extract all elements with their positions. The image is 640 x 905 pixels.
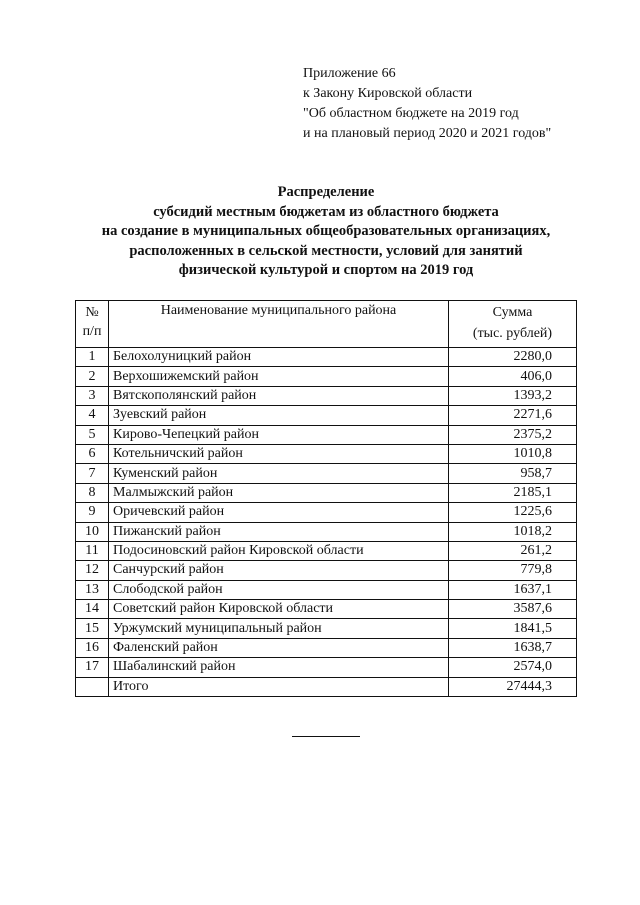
- appendix-number: Приложение 66: [303, 66, 396, 81]
- table-body: [76, 348, 577, 697]
- district-name: Уржумский муниципальный район: [109, 619, 449, 638]
- district-name: Пижанский район: [109, 522, 449, 541]
- row-number: 2: [76, 367, 109, 386]
- amount: 1010,8: [449, 444, 577, 463]
- header-amount-unit: (тыс. рублей): [472, 326, 553, 341]
- total-amount: 27444,3: [449, 677, 577, 696]
- header-amount-label: Сумма: [492, 305, 533, 320]
- appendix-law: к Закону Кировской области: [303, 86, 473, 101]
- district-name: Советский район Кировской области: [109, 600, 449, 619]
- row-number: 5: [76, 425, 109, 444]
- amount: 1393,2: [449, 386, 577, 405]
- district-name: Кирово-Чепецкий район: [109, 425, 449, 444]
- table-row: [76, 348, 577, 367]
- row-number: 4: [76, 406, 109, 425]
- table-row: [76, 619, 577, 638]
- table-total-row: [76, 677, 577, 696]
- table-row: [76, 444, 577, 463]
- amount: 406,0: [449, 367, 577, 386]
- row-number: 14: [76, 600, 109, 619]
- title-line-1: Распределение: [277, 184, 375, 200]
- amount: 779,8: [449, 561, 577, 580]
- amount: 2574,0: [449, 658, 577, 677]
- table-row: [76, 483, 577, 502]
- district-name: Белохолуницкий район: [109, 348, 449, 367]
- table-row: [76, 638, 577, 657]
- amount: 2375,2: [449, 425, 577, 444]
- district-name: Малмыжский район: [109, 483, 449, 502]
- row-number: 8: [76, 483, 109, 502]
- district-name: Подосиновский район Кировской области: [109, 541, 449, 560]
- header-district-name: Наименование муниципального района: [109, 301, 449, 348]
- district-name: Котельничский район: [109, 444, 449, 463]
- total-district-name: Итого: [109, 677, 449, 696]
- header-number: [76, 301, 109, 348]
- district-name: Куменский район: [109, 464, 449, 483]
- table-row: [76, 464, 577, 483]
- appendix-header: [303, 64, 551, 144]
- district-name: Верхошижемский район: [109, 367, 449, 386]
- title-line-2: субсидий местным бюджетам из областного бюджета: [153, 203, 499, 220]
- district-name: Фаленский район: [109, 638, 449, 657]
- row-number: 11: [76, 541, 109, 560]
- header-amount: [449, 301, 577, 348]
- row-number: 12: [76, 561, 109, 580]
- amount: 1637,1: [449, 580, 577, 599]
- title-line-4: расположенных в сельской местности, условий для занятий: [129, 242, 523, 259]
- row-number: 17: [76, 658, 109, 677]
- amount: 1638,7: [449, 638, 577, 657]
- row-number: 16: [76, 638, 109, 657]
- row-number: 13: [76, 580, 109, 599]
- row-number: 6: [76, 444, 109, 463]
- appendix-law-title: "Об областном бюджете на 2019 год: [303, 106, 519, 121]
- amount: 1841,5: [449, 619, 577, 638]
- district-name: Слободской район: [109, 580, 449, 599]
- district-name: Шабалинский район: [109, 658, 449, 677]
- table-header-row: [76, 301, 577, 348]
- district-name: Оричевский район: [109, 503, 449, 522]
- row-number: 10: [76, 522, 109, 541]
- amount: 1018,2: [449, 522, 577, 541]
- table-row: [76, 386, 577, 405]
- table-row: [76, 561, 577, 580]
- district-name: Вятскополянский район: [109, 386, 449, 405]
- table-row: [76, 406, 577, 425]
- subsidy-table: [75, 300, 577, 697]
- amount: 2280,0: [449, 348, 577, 367]
- title-line-3: на создание в муниципальных общеобразовательных организациях,: [101, 223, 551, 239]
- table-row: [76, 503, 577, 522]
- row-number: 15: [76, 619, 109, 638]
- document-title: [70, 183, 582, 281]
- row-number: 3: [76, 386, 109, 405]
- table-row: [76, 600, 577, 619]
- header-number-abbr: п/п: [82, 324, 102, 339]
- table-row: [76, 367, 577, 386]
- title-line-5: физической культурой и спортом на 2019 год: [178, 262, 474, 278]
- amount: 958,7: [449, 464, 577, 483]
- row-number: 1: [76, 348, 109, 367]
- table-row: [76, 580, 577, 599]
- table-row: [76, 522, 577, 541]
- table-row: [76, 541, 577, 560]
- row-number: 9: [76, 503, 109, 522]
- appendix-law-period: и на плановый период 2020 и 2021 годов": [303, 126, 552, 141]
- amount: 3587,6: [449, 600, 577, 619]
- table-row: [76, 425, 577, 444]
- amount: 2271,6: [449, 406, 577, 425]
- amount: 2185,1: [449, 483, 577, 502]
- row-number: 7: [76, 464, 109, 483]
- total-row-number: [76, 677, 109, 696]
- district-name: Санчурский район: [109, 561, 449, 580]
- table-row: [76, 658, 577, 677]
- end-divider: [292, 736, 360, 737]
- district-name: Зуевский район: [109, 406, 449, 425]
- amount: 261,2: [449, 541, 577, 560]
- amount: 1225,6: [449, 503, 577, 522]
- header-number-symbol: №: [85, 305, 99, 320]
